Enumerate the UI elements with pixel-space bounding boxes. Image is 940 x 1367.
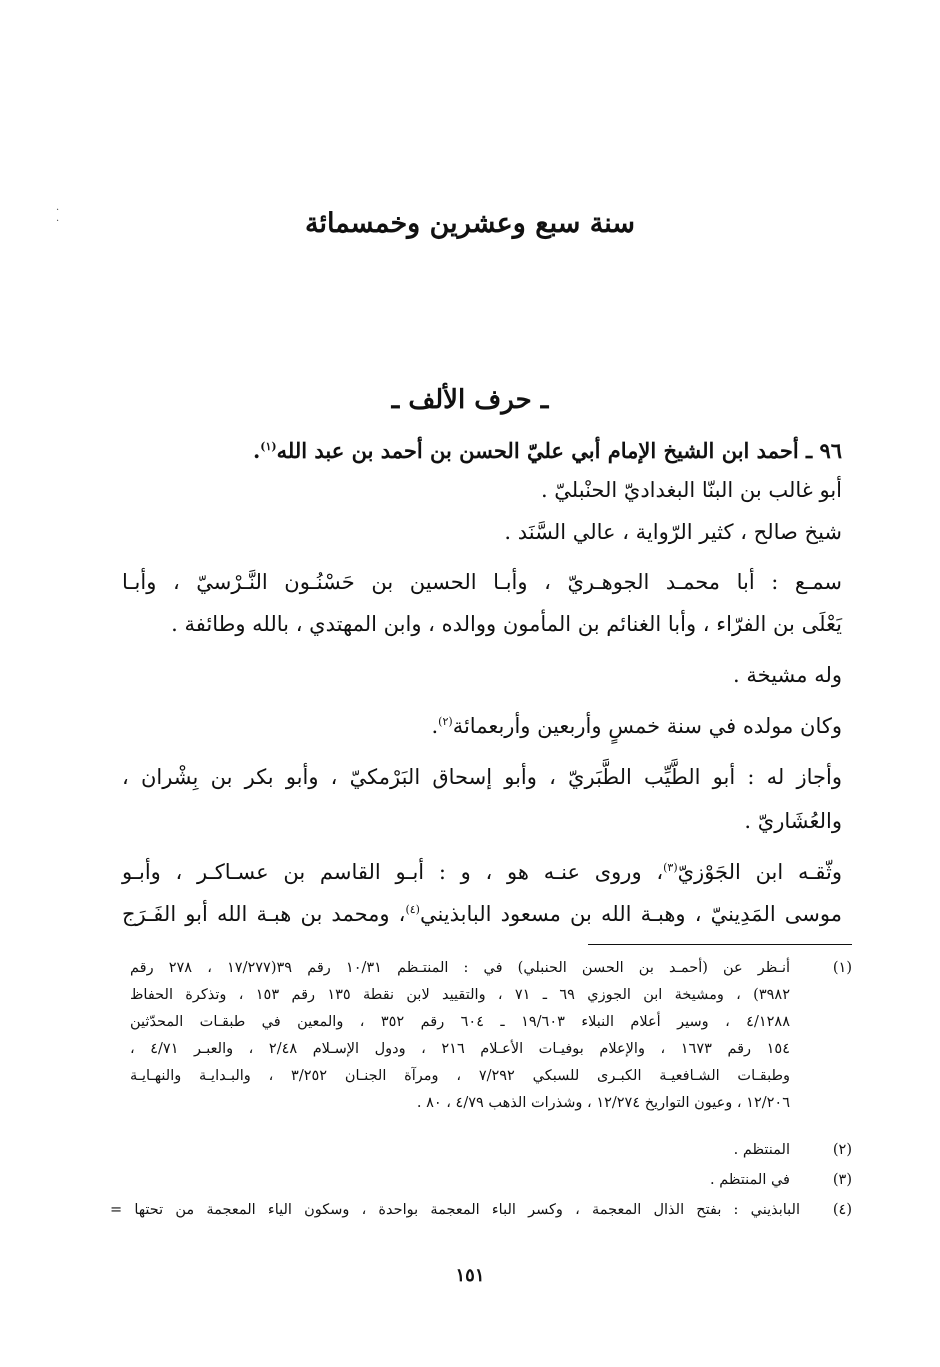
footnote-2: [112, 1142, 852, 1164]
paragraph-5-line-2-text-a: موسى المَدِينيّ ، وهبـة الله بن مسعود البابذيني: [419, 902, 843, 926]
footnote-1-line-2: ٣٩٨٢) ، ومشيخة ابن الجوزي ٦٩ ـ ٧١ ، والتقييد لابن نقطة ١٣٥ رقم ١٥٣ ، وتذكرة الحفاظ: [130, 987, 790, 1003]
section-heading: ـ حرف الألف ـ: [391, 385, 549, 415]
footnote-2-number: (٢): [832, 1142, 852, 1158]
paragraph-1-line-1: سمـع : أبا محمـد الجوهـريّ ، وأبـا الحسين بن حَسْنُـون النَّـرْسيّ ، وأبـا: [122, 570, 842, 594]
footnote-4: [112, 1202, 852, 1224]
paragraph-5-line-2: [122, 902, 842, 926]
page-title: سنة سبع وعشرين وخمسمائة: [304, 208, 636, 239]
footnote-2-line-1: المنتظم .: [733, 1142, 790, 1158]
paragraph-1-line-2: يَعْلَى بن الفرّاء ، وأبا الغنائم بن المأمون ووالده ، وابن المهتدي ، بالله وطائفة .: [171, 612, 842, 636]
paragraph-3-text: وكان مولده في سنة خمسٍ وأربعين وأربعمائة: [452, 714, 842, 738]
page-number: ١٥١: [455, 1265, 485, 1286]
entry-kunya: أبو غالب بن البنّا البغداديّ الحنْبليّ .: [540, 478, 842, 502]
footnote-1: [112, 960, 852, 1130]
paragraph-3: [122, 714, 842, 738]
footnote-ref-3[interactable]: (٣): [663, 861, 678, 874]
paragraph-5-line-2-text-b: ، ومحمد بن هبـة الله أبو الفَـرَج: [122, 902, 406, 926]
footnote-3-line-1: في المنتظم .: [710, 1172, 790, 1188]
paragraph-3-end: .: [431, 714, 439, 738]
paragraph-4-line-2: والعُشَاريّ .: [744, 809, 842, 833]
footnote-1-line-3: ٤/١٢٨٨ ، وسير أعلام النبلاء ١٩/٦٠٣ ـ ٦٠٤ رقم ٣٥٢ ، والمعين في طبقـات المحدّثين: [130, 1014, 790, 1030]
paragraph-5-line-1-text-a: وثّقـه ابن الجَوْزيّ: [677, 860, 842, 884]
footnote-ref-1[interactable]: (١): [260, 440, 277, 453]
footnote-4-line-1: البابذيني : بفتح الذال المعجمة ، وكسر الباء المعجمة بواحدة ، وسكون الياء المعجمة من تحتها =: [110, 1202, 800, 1218]
footnote-3-number: (٣): [832, 1172, 852, 1188]
margin-mark: · ·: [56, 205, 60, 227]
paragraph-5-line-1-text-b: ، وروى عنـه هو ، و : أبـو القاسم بن عسـاكـر ، وأبـو: [122, 860, 664, 884]
paragraph-4-line-1: وأجاز له : أبو الطَّيِّب الطَّبَريّ ، وأبو إسحاق البَرْمكيّ ، وأبو بكر بن بِشْران ،: [122, 765, 842, 789]
footnote-3: [112, 1172, 852, 1194]
footnote-1-line-6: ١٢/٢٠٦ ، وعيون التواريخ ١٢/٢٧٤ ، وشذرات الذهب ٤/٧٩ ، ٨٠ .: [416, 1095, 790, 1111]
footnote-ref-2[interactable]: (٢): [438, 715, 453, 728]
paragraph-5-line-1: [122, 860, 842, 884]
footnote-1-line-1: أنـظر عن (أحمـد بن الحسن الحنبلي) في : المنتـظم ١٠/٣١ رقم ٣٩(١٧/٢٧٧ ، ٢٧٨ رقم: [130, 960, 791, 976]
footnote-1-line-4: ١٥٤ رقم ١٦٧٣ ، والإعلام بوفيـات الأعـلام ٢١٦ ، ودول الإسـلام ٢/٤٨ ، والعبـر ٤/٧١ ،: [130, 1041, 790, 1057]
footnote-1-number: (١): [832, 960, 852, 976]
footnote-4-number: (٤): [832, 1202, 852, 1218]
footnote-1-line-5: وطبقـات الشـافعيـة الكبـرى للسبكي ٧/٢٩٢ ، ومرآة الجنـان ٣/٢٥٢ ، والبـدايـة والنهـايـة: [130, 1068, 790, 1084]
footnote-separator: [588, 944, 852, 945]
footnote-ref-4[interactable]: (٤): [405, 903, 420, 916]
entry-heading-end: .: [252, 438, 261, 463]
paragraph-2: وله مشيخة .: [733, 663, 842, 687]
entry-description: شيخ صالح ، كثير الرّواية ، عالي السَّنَد .: [504, 520, 842, 544]
entry-heading-text: ٩٦ ـ أحمد ابن الشيخ الإمام أبي عليّ الحسن بن أحمد بن عبد الله: [276, 438, 842, 463]
entry-heading: [122, 438, 842, 463]
